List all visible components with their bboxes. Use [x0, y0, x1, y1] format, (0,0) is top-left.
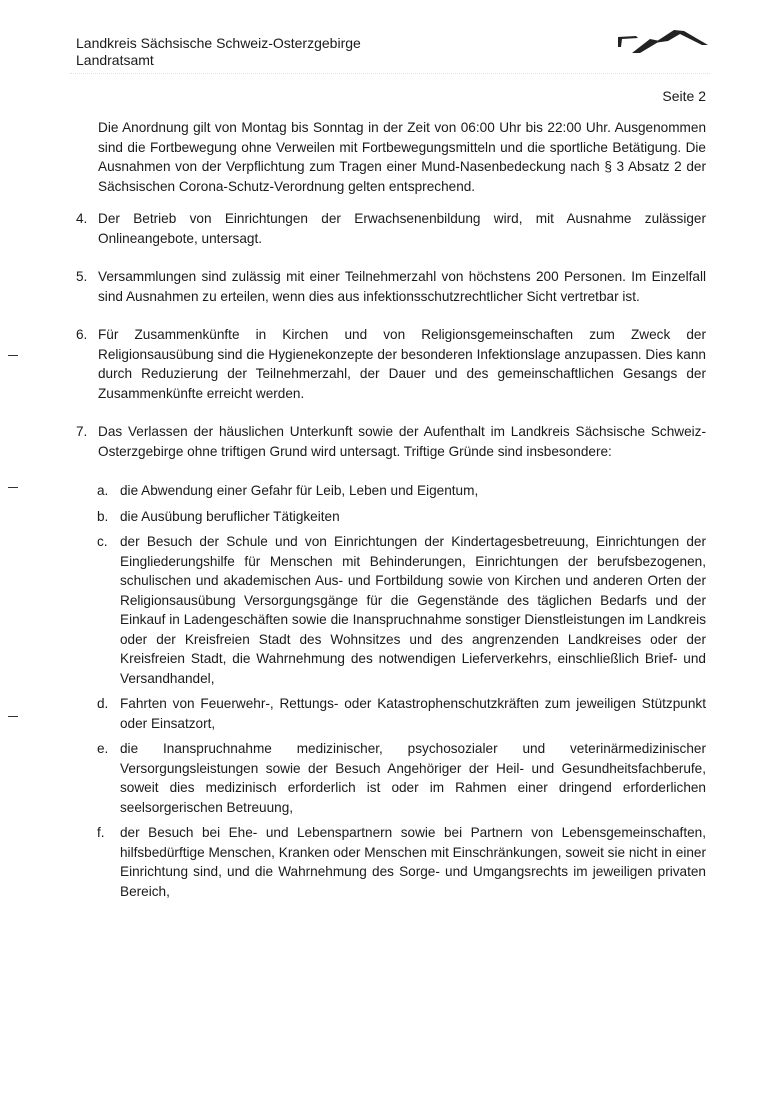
list-item-number: 7. — [76, 424, 88, 439]
sub-list-item-text: die Ausübung beruflicher Tätigkeiten — [120, 508, 340, 524]
margin-mark — [8, 716, 18, 717]
header-divider — [70, 73, 710, 74]
landkreis-logo-icon — [610, 25, 710, 65]
list-item — [0, 325, 780, 403]
list-item — [0, 422, 780, 461]
list-item-text: Versammlungen sind zulässig mit einer Teilnehmerzahl von höchstens 200 Personen. Im Einzelfall sind Ausnahmen zu erteilen, wenn dies aus infektionsschutzrechtlicher Sicht vertretbar ist. — [98, 269, 706, 304]
sub-list-item — [0, 823, 780, 901]
list-item-number: 5. — [76, 269, 88, 284]
sub-list-item-text: Fahrten von Feuerwehr-, Rettungs- oder Katastrophenschutzkräften zum jeweiligen Stützpunkt oder Einsatzort, — [120, 696, 706, 731]
sub-list-item-letter: a. — [97, 483, 109, 498]
intro-paragraph-text: Die Anordnung gilt von Montag bis Sonntag in der Zeit von 06:00 Uhr bis 22:00 Uhr. Ausgenommen sind die Fortbewegung ohne Verweilen mit Fortbewegungsmitteln und die sportliche Betätigung. Die Ausnahmen von der Verpflichtung zum Tragen einer Mund-Nasenbedeckung nach § 3 Absatz 2 der Sächsischen Corona-Schutz-Verordnung gelten entsprechend. — [98, 120, 706, 194]
sub-list-item — [0, 481, 780, 501]
intro-paragraph — [0, 118, 780, 196]
list-item — [0, 209, 780, 248]
list-item-text: Der Betrieb von Einrichtungen der Erwachsenenbildung wird, mit Ausnahme zulässiger Onlineangebote, untersagt. — [98, 211, 706, 246]
sub-list-item-text: der Besuch der Schule und von Einrichtungen der Kindertagesbetreuung, Einrichtungen der Eingliederungshilfe für Menschen mit Behinderungen, Einrichtungen der berufsbezogenen, schulischen und akademischen Aus- und Fortbildung sowie von Kirchen und anderen Orten der Religionsausübung Versorgungsgänge für die Gegenstände des täglichen Bedarfs und der Einkauf in Ladengeschäften sowie die Inanspruchnahme sonstiger Dienstleistungen im Landkreis oder der Kreisfreien Stadt des Wohnsitzes und des angrenzenden Landkreises oder der Kreisfreien Stadt, die Wahrnehmung des notwendigen Lieferverkehrs, einschließlich Brief- und Versandhandel, — [120, 534, 706, 686]
list-item-number: 6. — [76, 327, 88, 342]
sub-list-item — [0, 507, 780, 527]
sub-list-item-text: die Inanspruchnahme medizinischer, psychosozialer und veterinärmedizinischer Versorgungsleistungen sowie der Besuch Angehöriger der Heil- und Gesundheitsfachberufe, soweit dies medizinisch erforderlich ist oder im Rahmen einer dringend erforderlichen seelsorgerischen Betreuung, — [120, 741, 706, 815]
sub-list-item-letter: c. — [97, 534, 108, 549]
sub-list-item-letter: d. — [97, 696, 109, 711]
sub-list-item — [0, 532, 780, 688]
letterhead — [76, 35, 361, 69]
list-item-text: Das Verlassen der häuslichen Unterkunft sowie der Aufenthalt im Landkreis Sächsische Schweiz-Osterzgebirge ohne triftigen Grund wird untersagt. Triftige Gründe sind insbesondere: — [98, 424, 706, 459]
list-item-number: 4. — [76, 211, 88, 226]
margin-mark — [8, 487, 18, 488]
list-item-text: Für Zusammenkünfte in Kirchen und von Religionsgemeinschaften zum Zweck der Religionsausübung sind die Hygienekonzepte der besonderen Infektionslage anzupassen. Dies kann durch Reduzierung der Teilnehmerzahl, der Dauer und des gemeinschaftlichen Gesangs der Zusammenkünfte erreicht werden. — [98, 327, 706, 401]
margin-mark — [8, 355, 18, 356]
letterhead-office: Landratsamt — [76, 52, 154, 68]
sub-list-item-text: die Abwendung einer Gefahr für Leib, Leben und Eigentum, — [120, 483, 479, 498]
sub-list-item-text: der Besuch bei Ehe- und Lebenspartnern sowie bei Partnern von Lebensgemeinschaften, hilfsbedürftige Menschen, Kranken oder Menschen mit Einschränkungen, soweit sie nicht in einer Einrichtung sind, und die Wahrnehmung des Sorge- und Umgangsrechts im jeweiligen privaten Bereich, — [120, 825, 706, 899]
list-item — [0, 267, 780, 306]
page-number: Seite 2 — [662, 88, 706, 104]
sub-list-item — [0, 694, 780, 733]
document-body — [0, 118, 780, 907]
sub-list-item — [0, 739, 780, 817]
letterhead-authority: Landkreis Sächsische Schweiz-Osterzgebirge — [76, 35, 361, 51]
sub-list-item-letter: f. — [97, 825, 105, 840]
sub-list-item-letter: b. — [97, 508, 109, 524]
sub-list-item-letter: e. — [97, 741, 109, 756]
